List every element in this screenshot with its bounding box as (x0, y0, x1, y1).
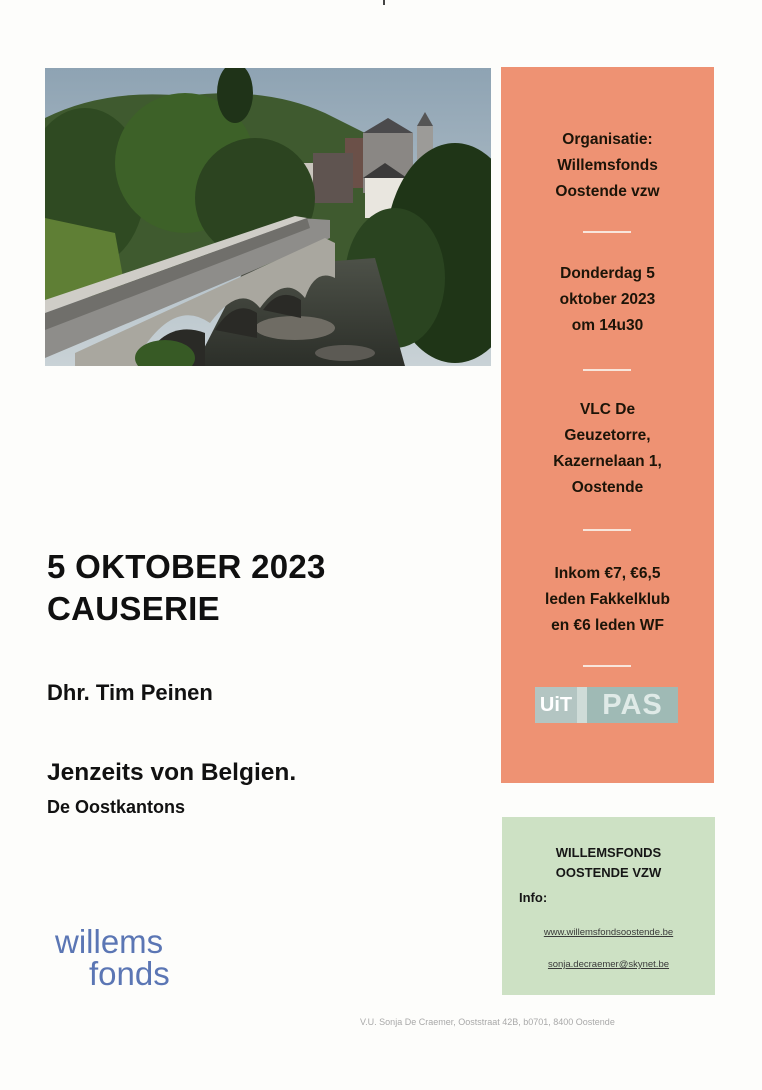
event-date-title: 5 OKTOBER 2023 (47, 548, 326, 585)
infobox-org-line1: WILLEMSFONDS (555, 845, 662, 860)
pricing-line2: leden Fakkelklub (545, 591, 670, 608)
pricing-line1: Inkom €7, €6,5 (554, 565, 661, 582)
venue-line2: Geuzetorre, (564, 427, 651, 444)
datetime-block (501, 261, 714, 339)
logo-line1: willems (55, 923, 164, 960)
bridge-photo-image (45, 68, 491, 366)
datetime-line1: Donderdag 5 (560, 265, 655, 282)
venue-block (501, 397, 714, 501)
organisation-heading: Organisatie: (562, 131, 653, 148)
uitpas-uit-text: UiT (535, 687, 577, 723)
event-details-sidebar (501, 67, 714, 783)
divider (583, 231, 631, 233)
event-type-title: CAUSERIE (47, 590, 220, 627)
venue-line3: Kazernelaan 1, (553, 453, 662, 470)
speaker-name: Dhr. Tim Peinen (47, 680, 213, 705)
scan-speck (383, 0, 385, 5)
organisation-line1: Willemsfonds (557, 157, 658, 174)
talk-subtitle: De Oostkantons (47, 797, 186, 817)
talk-title: Jenzeits von Belgien. (47, 759, 297, 786)
pricing-line3: en €6 leden WF (551, 617, 664, 634)
venue-line4: Oostende (571, 479, 644, 496)
logo-line2: fonds (89, 955, 170, 992)
datetime-line2: oktober 2023 (559, 291, 656, 308)
organisation-line2: Oostende vzw (555, 183, 660, 200)
email-link[interactable]: sonja.decraemer@skynet.be (547, 959, 670, 970)
infobox-org-line2: OOSTENDE VZW (555, 865, 662, 880)
organisation-block (501, 127, 714, 205)
divider (583, 529, 631, 531)
uitpas-pas-text: PAS (587, 687, 678, 723)
pricing-block (501, 561, 714, 639)
website-link[interactable]: www.willemsfondsoostende.be (543, 927, 674, 938)
uitpas-separator (577, 687, 587, 723)
publisher-footer: V.U. Sonja De Craemer, Ooststraat 42B, b0701, 8400 Oostende (360, 1017, 615, 1027)
datetime-line3: om 14u30 (571, 317, 644, 334)
willemsfonds-logo (55, 915, 195, 997)
divider (583, 369, 631, 371)
venue-line1: VLC De (579, 401, 636, 418)
contact-info-box (502, 817, 715, 995)
info-label: Info: (519, 890, 548, 905)
uitpas-logo (535, 687, 678, 723)
bridge-photo (45, 68, 491, 366)
divider (583, 665, 631, 667)
willemsfonds-logo-image (55, 915, 195, 997)
